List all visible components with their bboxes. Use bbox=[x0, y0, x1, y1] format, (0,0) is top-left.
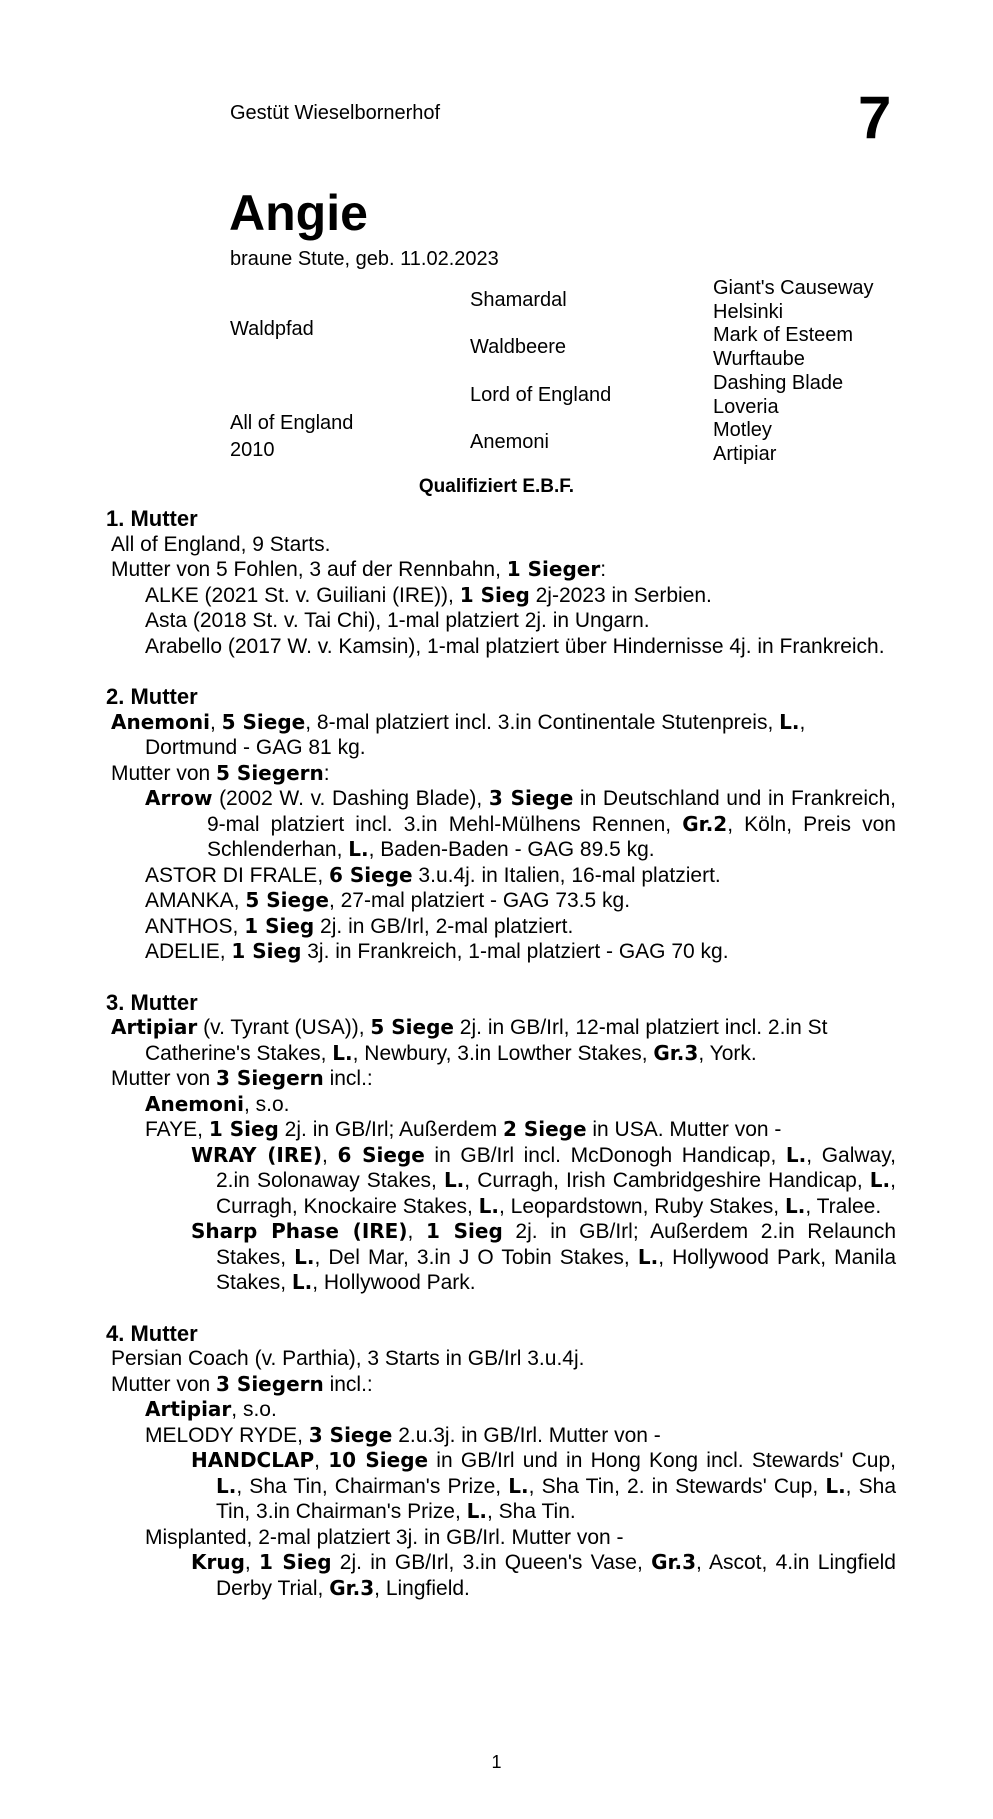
record-line: WRAY (IRE), 6 Siege in GB/Irl incl. McDonogh Handicap, L., Galway, 2.in Solonaway Stakes, L., Curragh, Irish Cambridgeshire Handicap, L., Curragh, Knockaire Stakes, L., Leopardstown, Ruby Stakes, L., Tralee. bbox=[191, 1142, 897, 1218]
pedigree-g2: Anemoni bbox=[470, 431, 549, 453]
pedigree-g3: Mark of Esteem bbox=[713, 324, 854, 346]
record-line: Artipiar, s.o. bbox=[145, 1397, 277, 1421]
pedigree-g3: Wurftaube bbox=[713, 348, 805, 370]
pedigree-g3: Helsinki bbox=[713, 301, 784, 323]
section-heading: 1. Mutter bbox=[106, 506, 198, 531]
horse-description: braune Stute, geb. 11.02.2023 bbox=[230, 248, 499, 270]
lot-number: 7 bbox=[858, 84, 892, 151]
record-line: Krug, 1 Sieg 2j. in GB/Irl, 3.in Queen's Vase, Gr.3, Ascot, 4.in Lingfield Derby Trial, Gr.3, Lingfield. bbox=[191, 1550, 896, 1600]
record-line: Mutter von 5 Siegern: bbox=[111, 760, 330, 785]
pedigree-g3: Giant's Causeway bbox=[713, 277, 874, 299]
section-heading: 4. Mutter bbox=[106, 1320, 198, 1346]
pedigree-g3: Motley bbox=[713, 419, 772, 441]
pedigree-sire: Waldpfad bbox=[230, 318, 314, 340]
record-line: Persian Coach (v. Parthia), 3 Starts in GB/Irl 3.u.4j. bbox=[111, 1347, 585, 1370]
pedigree-g3: Loveria bbox=[713, 396, 779, 418]
pedigree-g3: Dashing Blade bbox=[713, 372, 844, 394]
record-line: Anemoni, 5 Siege, 8-mal platziert incl. 3.in Continentale Stutenpreis, L., Dortmund - GAG 81 kg. bbox=[111, 709, 806, 759]
record-line: Arabello (2017 W. v. Kamsin), 1-mal platziert über Hindernisse 4j. in Frankreich. bbox=[145, 634, 885, 658]
horse-name: Angie bbox=[229, 185, 368, 241]
pedigree-g2: Lord of England bbox=[470, 384, 612, 406]
section-gap bbox=[106, 659, 896, 684]
pedigree-g3: Artipiar bbox=[713, 443, 777, 465]
record-line: Artipiar (v. Tyrant (USA)), 5 Siege 2j. in GB/Irl, 12-mal platziert incl. 2.in St Catherine's Stakes, L., Newbury, 3.in Lowther Stakes, Gr.3, York. bbox=[111, 1015, 828, 1065]
record-line: Anemoni, s.o. bbox=[145, 1091, 290, 1116]
stud-name: Gestüt Wieselbornerhof bbox=[230, 102, 441, 124]
record-line: MELODY RYDE, 3 Siege 2.u.3j. in GB/Irl. Mutter von - bbox=[145, 1422, 661, 1447]
record-line: Mutter von 3 Siegern incl.: bbox=[111, 1066, 373, 1090]
qualification-note: Qualifiziert E.B.F. bbox=[418, 476, 575, 497]
section-heading: 2. Mutter bbox=[106, 684, 198, 709]
record-line: FAYE, 1 Sieg 2j. in GB/Irl; Außerdem 2 Siege in USA. Mutter von - bbox=[145, 1117, 782, 1141]
record-line: Mutter von 5 Fohlen, 3 auf der Rennbahn, 1 Sieger: bbox=[111, 557, 607, 581]
pedigree-dam-year: 2010 bbox=[230, 439, 275, 461]
pedigree-dam: All of England bbox=[230, 412, 354, 434]
section-heading: 3. Mutter bbox=[106, 989, 198, 1015]
record-line: ALKE (2021 St. v. Guiliani (IRE)), 1 Sieg 2j-2023 in Serbien. bbox=[145, 582, 712, 607]
section-gap bbox=[106, 965, 896, 990]
record-line: ADELIE, 1 Sieg 3j. in Frankreich, 1-mal platziert - GAG 70 kg. bbox=[145, 939, 729, 963]
family-record bbox=[106, 506, 896, 1601]
record-line: Mutter von 3 Siegern incl.: bbox=[111, 1371, 373, 1396]
record-line: Asta (2018 St. v. Tai Chi), 1-mal platziert 2j. in Ungarn. bbox=[145, 609, 650, 632]
record-line: ASTOR DI FRALE, 6 Siege 3.u.4j. in Italien, 16-mal platziert. bbox=[145, 862, 721, 887]
record-line: AMANKA, 5 Siege, 27-mal platziert - GAG 73.5 kg. bbox=[145, 888, 631, 912]
record-line: Sharp Phase (IRE), 1 Sieg 2j. in GB/Irl; Außerdem 2.in Relaunch Stakes, L., Del Mar, 3.in J O Tobin Stakes, L., Hollywood Park, Manila Stakes, L., Hollywood Park. bbox=[191, 1219, 897, 1294]
pedigree-g2: Shamardal bbox=[470, 289, 567, 311]
record-line: Misplanted, 2-mal platziert 3j. in GB/Irl. Mutter von - bbox=[145, 1525, 624, 1549]
record-line: All of England, 9 Starts. bbox=[111, 532, 331, 556]
record-line: ANTHOS, 1 Sieg 2j. in GB/Irl, 2-mal platziert. bbox=[145, 913, 574, 938]
pedigree-g2: Waldbeere bbox=[470, 336, 566, 358]
section-gap bbox=[106, 1296, 896, 1321]
record-line: Arrow (2002 W. v. Dashing Blade), 3 Siege in Deutschland und in Frankreich, 9-mal platziert incl. 3.in Mehl-Mülhens Rennen, Gr.2, Köln, Preis von Schlenderhan, L., Baden-Baden - GAG 89.5 kg. bbox=[145, 786, 897, 861]
page-number: 1 bbox=[491, 1752, 502, 1772]
record-line: HANDCLAP, 10 Siege in GB/Irl und in Hong Kong incl. Stewards' Cup, L., Sha Tin, Chairman's Prize, L., Sha Tin, 2. in Stewards' Cup, L., Sha Tin, 3.in Chairman's Prize, L., Sha Tin. bbox=[191, 1448, 896, 1523]
